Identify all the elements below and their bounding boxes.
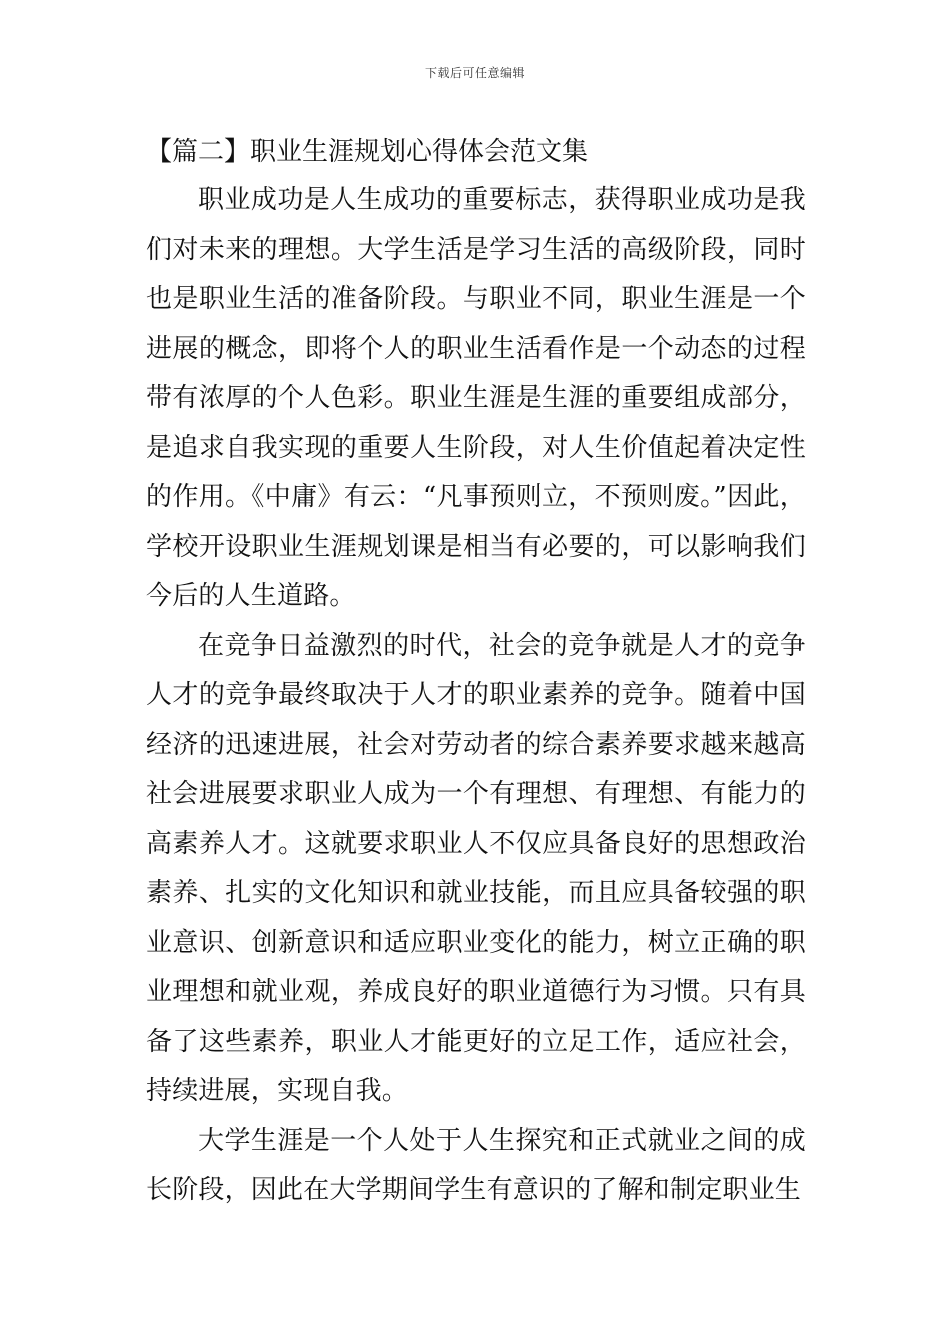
document-title: 【篇二】职业生涯规划心得体会范文集	[146, 137, 589, 167]
paragraph-3: 大学生涯是一个人处于人生探究和正式就业之间的成长阶段，因此在大学期间学生有意识的了解和制定职业生	[146, 1125, 806, 1205]
paragraph-1: 职业成功是人生成功的重要标志，获得职业成功是我们对未来的理想。大学生活是学习生活的高级阶段，同时也是职业生活的准备阶段。与职业不同，职业生涯是一个进展的概念，即将个人的职业生活看作是一个动态的过程带有浓厚的个人色彩。职业生涯是生涯的重要组成部分，是追求自我实现的重要人生阶段，对人生价值起着决定性的作用。《中庸》有云：“凡事预则立，不预则废。”因此，学校开设职业生涯规划课是相当有必要的，可以影响我们今后的人生道路。	[146, 185, 806, 611]
paragraph-2: 在竞争日益激烈的时代，社会的竞争就是人才的竞争人才的竞争最终取决于人才的职业素养的竞争。随着中国经济的迅速进展，社会对劳动者的综合素养要求越来越高社会进展要求职业人成为一个有理想、有理想、有能力的高素养人才。这就要求职业人不仅应具备良好的思想政治素养、扎实的文化知识和就业技能，而且应具备较强的职业意识、创新意识和适应职业变化的能力，树立正确的职业理想和就业观，养成良好的职业道德行为习惯。只有具备了这些素养，职业人才能更好的立足工作，适应社会，持续进展，实现自我。	[146, 630, 806, 1106]
header-note: 下载后可任意编辑	[424, 66, 525, 80]
document-body	[146, 128, 806, 1216]
